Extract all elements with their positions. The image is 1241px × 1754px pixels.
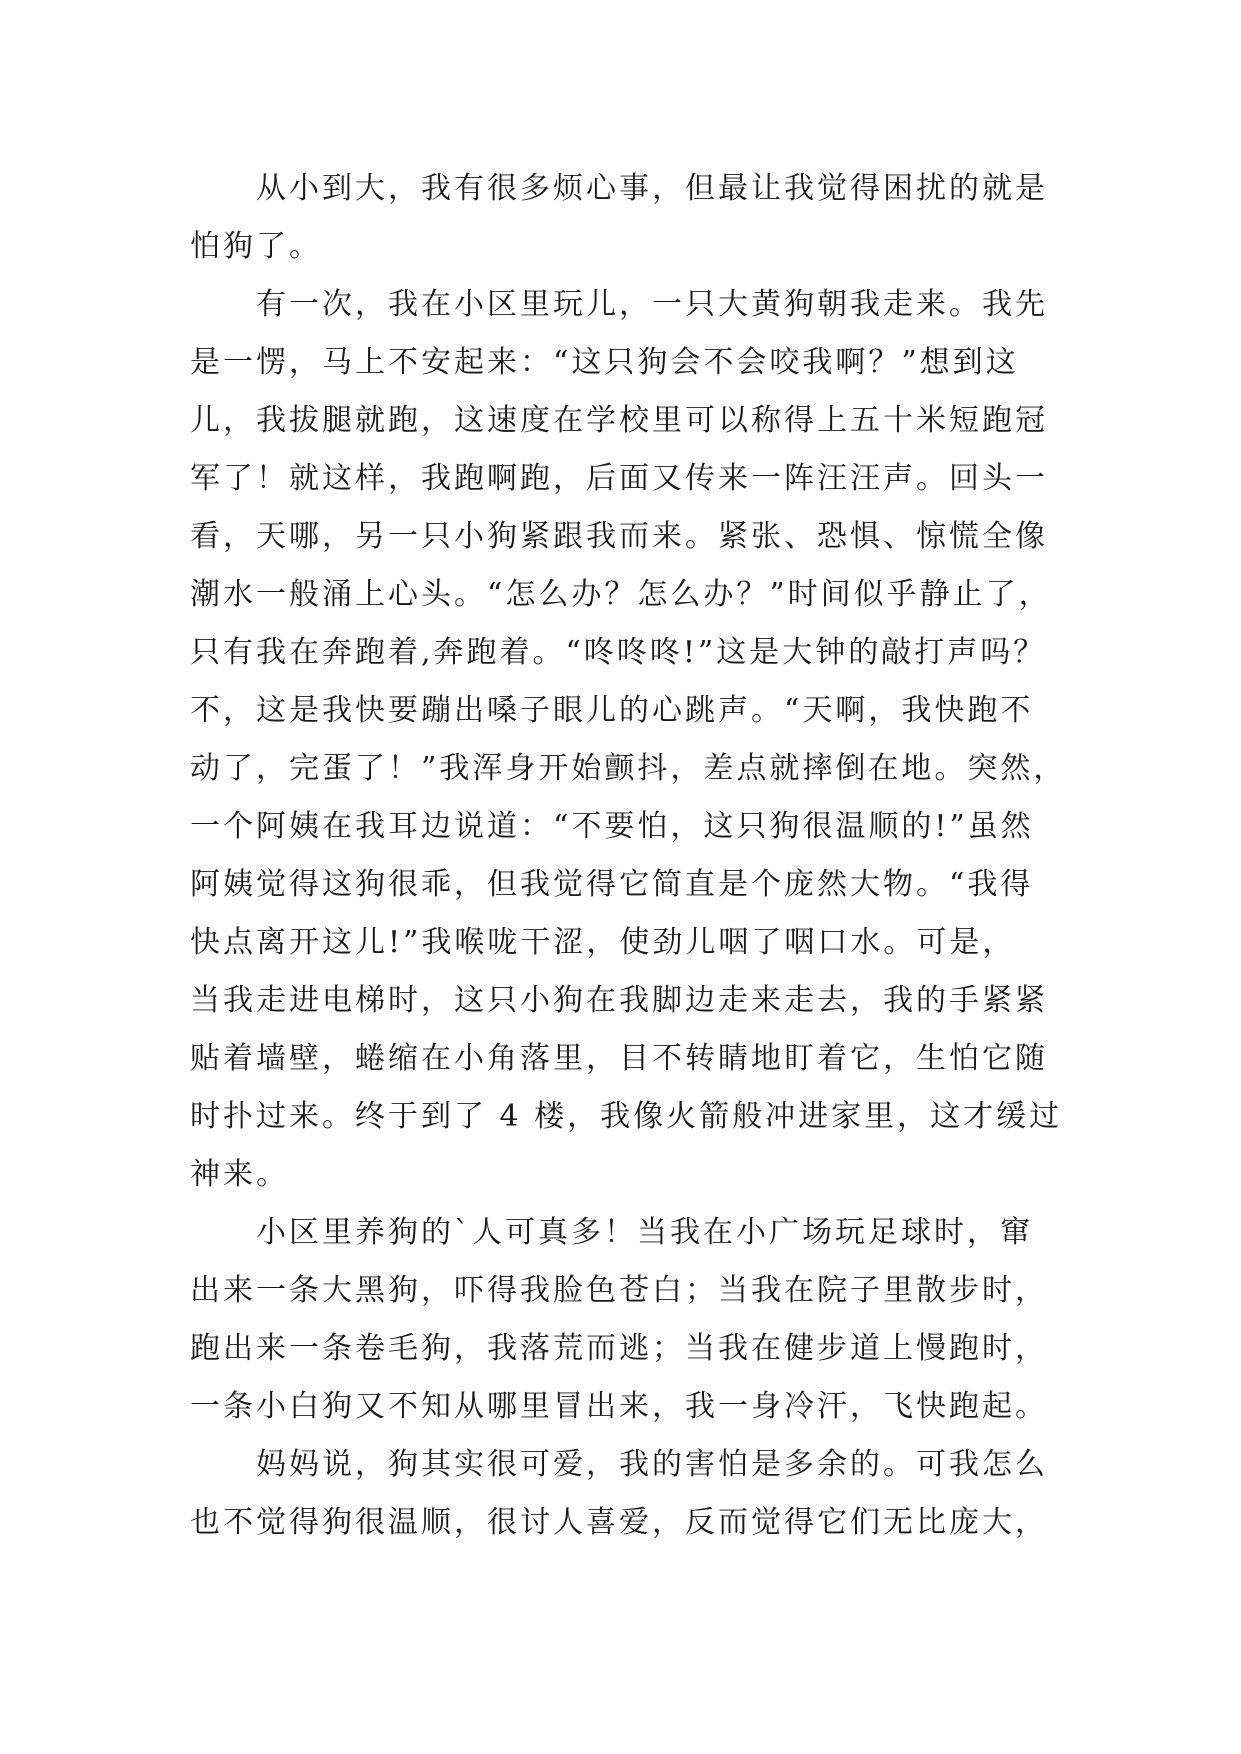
essay-body — [190, 160, 1070, 1552]
text-line: 阿姨觉得这狗很乖，但我觉得它简直是个庞然大物。“我得 — [190, 867, 1034, 902]
text-line: 贴着墙壁，蜷缩在小角落里，目不转睛地盯着它，生怕它随 — [190, 1041, 1048, 1076]
text-line: 小区里养狗的`人可真多！当我在小广场玩足球时，窜 — [190, 1215, 1033, 1250]
text-line: 一条小白狗又不知从哪里冒出来，我一身冷汗，飞快跑起。 — [190, 1389, 1048, 1424]
text-line: 妈妈说，狗其实很可爱，我的害怕是多余的。可我怎么 — [190, 1447, 1048, 1482]
text-line: 也不觉得狗很温顺，很讨人喜爱，反而觉得它们无比庞大， — [190, 1505, 1048, 1540]
text-line: 时扑过来。终于到了 4 楼，我像火箭般冲进家里，这才缓过 — [190, 1099, 1063, 1134]
text-line: 是一愣，马上不安起来：“这只狗会不会咬我啊？”想到这 — [190, 345, 1019, 380]
text-line: 当我走进电梯时，这只小狗在我脚边走来走去，我的手紧紧 — [190, 983, 1048, 1018]
text-line: 出来一条大黑狗，吓得我脸色苍白；当我在院子里散步时， — [190, 1273, 1048, 1308]
text-line: 军了！就这样，我跑啊跑，后面又传来一阵汪汪声。回头一 — [190, 461, 1048, 496]
paragraph-1 — [190, 160, 1070, 276]
text-line: 从小到大，我有很多烦心事，但最让我觉得困扰的就是 — [190, 171, 1048, 206]
text-line: 潮水一般涌上心头。“怎么办？怎么办？”时间似乎静止了， — [190, 577, 1052, 612]
text-line: 动了，完蛋了！”我浑身开始颤抖，差点就摔倒在地。突然， — [190, 751, 1067, 786]
text-line: 只有我在奔跑着,奔跑着。“咚咚咚!”这是大钟的敲打声吗？ — [190, 635, 1047, 670]
text-line: 快点离开这儿!”我喉咙干涩，使劲儿咽了咽口水。可是， — [190, 925, 1016, 960]
text-line: 一个阿姨在我耳边说道：“不要怕，这只狗很温顺的!”虽然 — [190, 809, 1034, 844]
paragraph-4 — [190, 1436, 1070, 1552]
text-line: 儿，我拔腿就跑，这速度在学校里可以称得上五十米短跑冠 — [190, 403, 1048, 438]
text-line: 怕狗了。 — [190, 229, 322, 264]
text-line: 不，这是我快要蹦出嗓子眼儿的心跳声。“天啊，我快跑不 — [190, 693, 1034, 728]
text-line: 有一次，我在小区里玩儿，一只大黄狗朝我走来。我先 — [190, 287, 1048, 322]
text-line: 神来。 — [190, 1157, 289, 1192]
text-line: 跑出来一条卷毛狗，我落荒而逃；当我在健步道上慢跑时， — [190, 1331, 1048, 1366]
paragraph-3 — [190, 1204, 1070, 1436]
paragraph-2 — [190, 276, 1070, 1204]
text-line: 看，天哪，另一只小狗紧跟我而来。紧张、恐惧、惊慌全像 — [190, 519, 1048, 554]
